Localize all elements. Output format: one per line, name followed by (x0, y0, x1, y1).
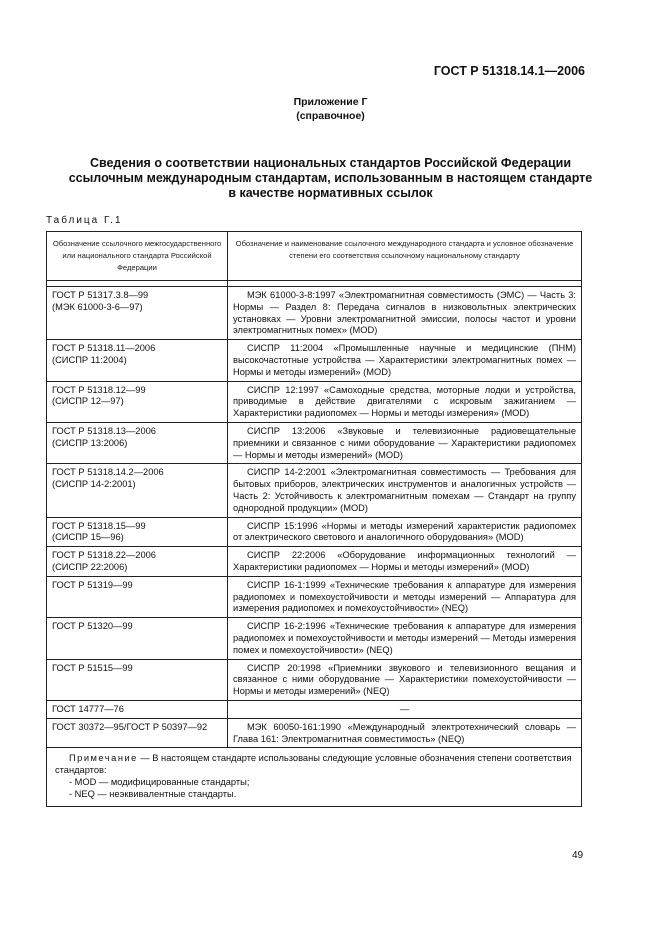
national-standard-code: ГОСТ Р 51318.14.2—2006 (52, 467, 164, 478)
note-text (55, 753, 573, 777)
international-standard-cell (228, 517, 582, 547)
table-row (47, 576, 582, 617)
national-standard-code: ГОСТ Р 51317.3.8—99 (52, 290, 149, 300)
international-standard-text: СИСПР 14-2:2001 «Электромагнитная совместимость — Требования для бытовых приборов, электрических инструментов и аналогичных устройств — Часть 2: Устойчивость к электромагнитным помехам — Стандарт на группу однородной продукции» (MOD) (233, 467, 576, 513)
section-title-line: ссылочным международным стандартам, использованным в настоящем стандарте (68, 171, 593, 185)
table-row (47, 700, 582, 718)
table-row (47, 547, 582, 577)
national-standard-cell (47, 464, 228, 517)
international-standard-text: СИСПР 16-2:1996 «Технические требования к аппаратуре для измерения радиопомех и помехоустойчивости и методы измерений — Методы измерения помех и помехоустойчивости» (NEQ) (233, 621, 576, 655)
note-cell (47, 748, 582, 807)
national-standard-cell (47, 340, 228, 381)
international-standard-text: МЭК 61000-3-8:1997 «Электромагнитная совместимость (ЭМС) — Часть 3: Нормы — Раздел 8: Передача сигналов в низковольтных электрических установках — Уровни электромагнитной эмиссии, полосы частот и уровни электромагнитных помех» (MOD) (233, 290, 576, 336)
international-standard-cell (228, 287, 582, 340)
international-standard-cell (228, 718, 582, 748)
international-standard-cell (228, 422, 582, 463)
note-label: Примечание (69, 753, 138, 764)
note-item: - MOD — модифицированные стандарты; (69, 776, 250, 787)
national-standard-code: ГОСТ Р 51318.15—99 (52, 520, 146, 531)
appendix-subtitle: (справочное) (296, 110, 365, 122)
national-standard-code: (СИСПР 14-2:2001) (52, 479, 136, 490)
international-standard-cell (228, 464, 582, 517)
international-standard-cell (228, 700, 582, 718)
note-row (47, 748, 582, 807)
national-standard-cell (47, 422, 228, 463)
note-item: - NEQ — неэквивалентные стандарты. (69, 788, 237, 799)
international-standard-text: — (399, 703, 410, 714)
page-number: 49 (572, 850, 584, 861)
header-left: Обозначение ссылочного межгосударственного или национального стандарта Российской Федерации (47, 232, 228, 281)
international-standard-text: СИСПР 16-1:1999 «Технические требования к аппаратуре для измерения радиопомех и помехоустойчивости и методы измерений — Аппаратура для измерения радиопомех и помехоустойчивости» (NEQ) (233, 579, 576, 614)
table-row (47, 464, 582, 517)
international-standard-text: СИСПР 11:2004 «Промышленные научные и медицинские (ПНМ) высокочастотные устройства — Характеристики электромагнитных помех — Нормы и методы измерений» (MOD) (233, 343, 576, 377)
national-standard-code: ГОСТ Р 51318.22—2006 (52, 550, 156, 561)
table-row (47, 659, 582, 700)
table-row (47, 422, 582, 463)
correspondence-table (46, 231, 582, 807)
international-standard-cell (228, 576, 582, 617)
international-standard-cell (228, 340, 582, 381)
document-code: ГОСТ Р 51318.14.1—2006 (433, 64, 585, 78)
international-standard-text: СИСПР 22:2006 «Оборудование информационных технологий — Характеристики радиопомех — Нормы и методы измерений» (MOD) (233, 550, 576, 572)
national-standard-code: (СИСПР 15—96) (52, 532, 124, 543)
table-body (47, 287, 582, 748)
section-title-line: в качестве нормативных ссылок (228, 186, 433, 200)
international-standard-text: МЭК 60050-161:1990 «Международный электротехнический словарь — Глава 161: Электромагнитная совместимость» (NEQ) (233, 721, 576, 744)
international-standard-cell (228, 659, 582, 700)
international-standard-text: СИСПР 12:1997 «Самоходные средства, моторные лодки и устройства, приводимые в действие двигателями с искровым зажиганием — Характеристики радиопомех — Нормы и методы измерения» (MOD) (233, 384, 576, 419)
international-standard-text: СИСПР 15:1996 «Нормы и методы измерений характеристик радиопомех от электрического светового и аналогичного оборудования» (MOD) (233, 520, 576, 543)
national-standard-cell (47, 718, 228, 748)
national-standard-code: (СИСПР 12—97) (52, 396, 124, 407)
national-standard-code: ГОСТ 30372—95/ГОСТ Р 50397—92 (52, 721, 208, 732)
table-row (47, 618, 582, 659)
table-row (47, 340, 582, 381)
national-standard-cell (47, 547, 228, 577)
table-row (47, 718, 582, 748)
national-standard-cell (47, 381, 228, 422)
national-standard-cell (47, 517, 228, 547)
national-standard-cell (47, 659, 228, 700)
table-header-row (47, 232, 582, 281)
national-standard-cell (47, 576, 228, 617)
table-row (47, 517, 582, 547)
national-standard-cell (47, 618, 228, 659)
table-label: Таблица Г.1 (46, 215, 123, 226)
international-standard-cell (228, 381, 582, 422)
national-standard-code: ГОСТ Р 51515—99 (52, 662, 133, 673)
national-standard-code: ГОСТ Р 51318.11—2006 (52, 343, 156, 354)
national-standard-code: (СИСПР 11:2004) (52, 354, 127, 365)
national-standard-cell (47, 287, 228, 340)
national-standard-code: ГОСТ Р 51320—99 (52, 621, 133, 632)
international-standard-text: СИСПР 20:1998 «Приемники звукового и телевизионного вещания и связанное с ними оборудование — Характеристики помехоустойчивости — Нормы и методы измерений» (NEQ) (233, 662, 576, 697)
national-standard-code: (МЭК 61000-3-6—97) (52, 301, 143, 312)
national-standard-code: ГОСТ Р 51318.13—2006 (52, 425, 156, 436)
appendix-heading (0, 95, 661, 123)
header-right: Обозначение и наименование ссылочного международного стандарта и условное обозначение степени его соответствия ссылочному национальному стандарту (228, 232, 582, 281)
international-standard-cell (228, 618, 582, 659)
national-standard-cell (47, 700, 228, 718)
note-body: — В настоящем стандарте использованы следующие условные обозначения степени соответствия стандартов: (55, 753, 572, 776)
international-standard-cell (228, 547, 582, 577)
national-standard-code: (СИСПР 13:2006) (52, 437, 128, 448)
national-standard-code: ГОСТ 14777—76 (52, 703, 124, 714)
national-standard-code: ГОСТ Р 51318.12—99 (52, 384, 146, 395)
table-row (47, 287, 582, 340)
table-row (47, 381, 582, 422)
international-standard-text: СИСПР 13:2006 «Звуковые и телевизионные радиовещательные приемники и связанное с ними оборудование — Характеристики радиопомех — Нормы и методы измерений» (MOD) (233, 425, 576, 460)
national-standard-code: (СИСПР 22:2006) (52, 561, 128, 572)
section-title-line: Сведения о соответствии национальных стандартов Российской Федерации (89, 156, 572, 170)
national-standard-code: ГОСТ Р 51319—99 (52, 579, 133, 590)
section-title (60, 156, 601, 201)
appendix-title: Приложение Г (293, 96, 368, 108)
